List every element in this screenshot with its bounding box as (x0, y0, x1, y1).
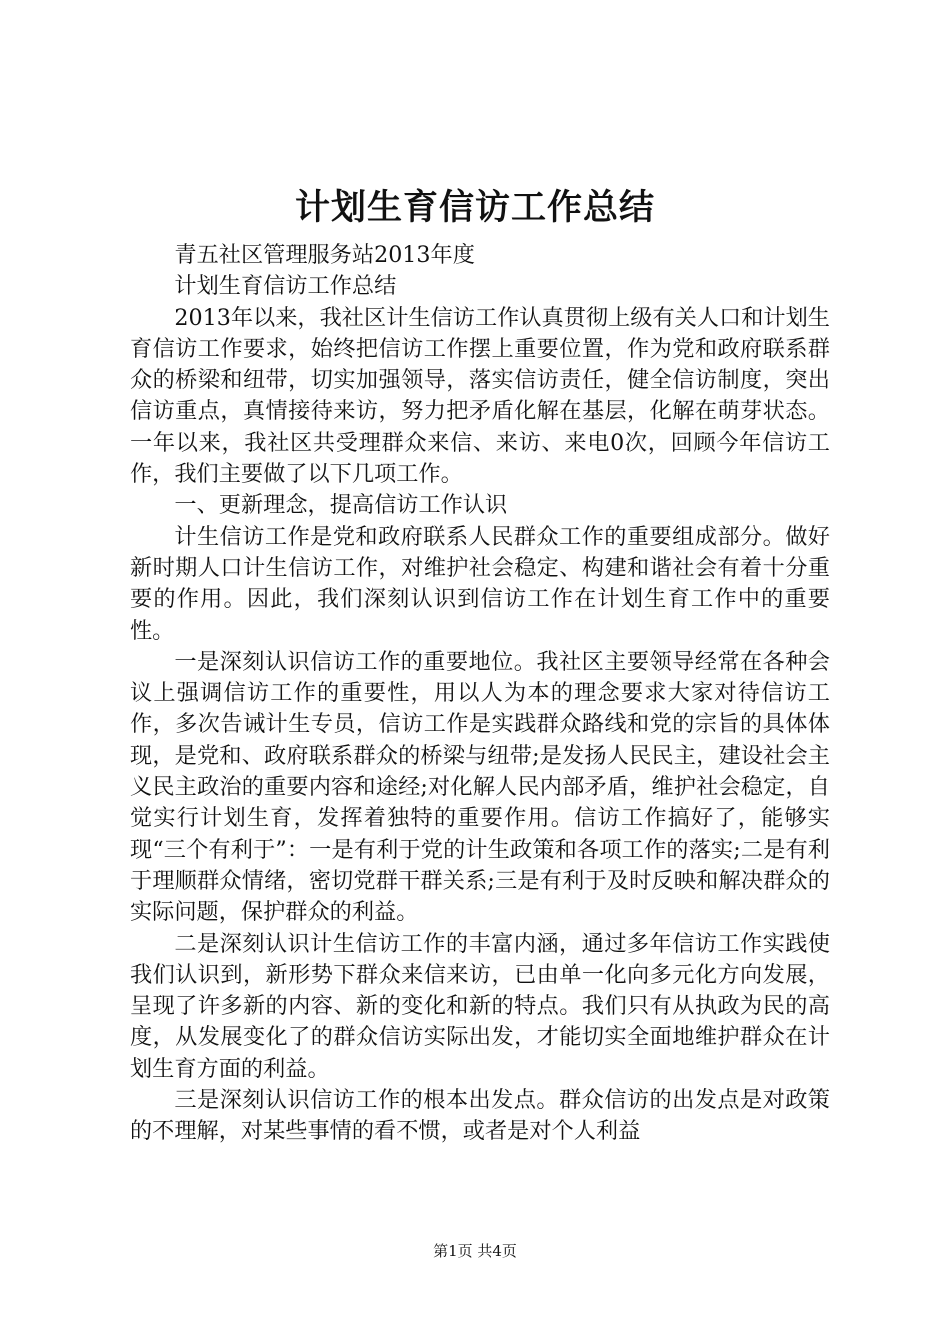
document-title: 计划生育信访工作总结 (294, 188, 655, 228)
paragraph-subtitle-line: 计划生育信访工作总结 (174, 273, 397, 300)
paragraph-intro: 2013年以来，我社区计生信访工作认真贯彻上级有关人口和计划生育信访工作要求，始终把信访工作摆上重要位置，作为党和政府联系群众的桥梁和纽带，切实加强领导，落实信访责任，健全信访制度，突出信访重点，真情接待来访，努力把矛盾化解在基层，化解在萌芽状态。一年以来，我社区共受理群众来信、来访、来电0次，回顾今年信访工作，我们主要做了以下几项工作。 (130, 304, 830, 488)
paragraph-org-line: 青五社区管理服务站2013年度 (174, 242, 475, 268)
paragraph-section-1: 计生信访工作是党和政府联系人民群众工作的重要组成部分。做好新时期人口计生信访工作，对维护社会稳定、构建和谐社会有着十分重要的作用。因此，我们深刻认识到信访工作在计划生育工作中的重要性。 (130, 523, 830, 644)
document-body (130, 240, 830, 1148)
paragraph-point-2: 二是深刻认识计生信访工作的丰富内涵，通过多年信访工作实践使我们认识到，新形势下群众来信来访，已由单一化向多元化方向发展，呈现了许多新的内容、新的变化和新的特点。我们只有从执政为民的高度，从发展变化了的群众信访实际出发，才能切实全面地维护群众在计划生育方面的利益。 (130, 930, 830, 1082)
section-heading-1: 一、更新理念，提高信访工作认识 (174, 492, 508, 519)
paragraph-point-1: 一是深刻认识信访工作的重要地位。我社区主要领导经常在各种会议上强调信访工作的重要性，用以人为本的理念要求大家对待信访工作，多次告诫计生专员，信访工作是实践群众路线和党的宗旨的具体体现，是党和、政府联系群众的桥梁与纽带;是发扬人民民主，建设社会主义民主政治的重要内容和途经;对化解人民内部矛盾，维护社会稳定，自觉实行计划生育，发挥着独特的重要作用。信访工作搞好了，能够实现“三个有利于”：一是有利于党的计生政策和各项工作的落实;二是有利于理顺群众情绪，密切党群干群关系;三是有利于及时反映和解决群众的实际问题，保护群众的利益。 (130, 648, 830, 926)
paragraph-point-3: 三是深刻认识信访工作的根本出发点。群众信访的出发点是对政策的不理解，对某些事情的看不惯，或者是对个人利益 (130, 1087, 830, 1145)
page-footer: 第1页 共4页 (433, 1242, 517, 1260)
